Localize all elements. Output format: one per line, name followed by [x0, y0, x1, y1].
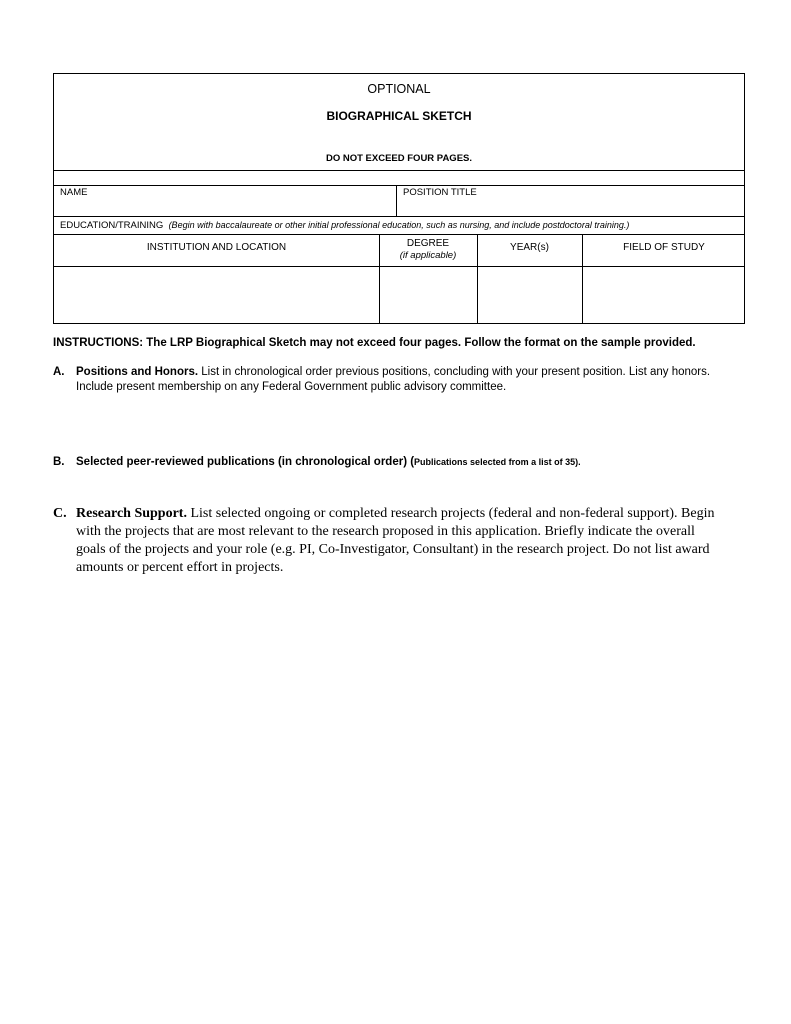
section-c	[53, 505, 723, 577]
section-a-body	[76, 365, 733, 395]
education-training-note: (Begin with baccalaureate or other initial professional education, such as nursing, and include postdoctoral training.)	[168, 220, 630, 230]
education-training-title: EDUCATION/TRAINING	[60, 220, 164, 231]
column-header-degree	[379, 238, 477, 261]
section-b	[53, 455, 733, 470]
divider	[396, 185, 397, 216]
column-header-label: YEAR(s)	[510, 242, 549, 253]
position-title-field[interactable]: POSITION TITLE	[403, 187, 477, 198]
section-c-body	[76, 505, 723, 577]
section-b-letter: B.	[53, 456, 65, 468]
education-training-label	[60, 220, 629, 231]
column-header-label: FIELD OF STUDY	[623, 242, 705, 253]
divider	[54, 234, 744, 235]
section-b-note: Publications selected from a list of 35).	[414, 457, 581, 467]
field-of-study-cell[interactable]	[583, 267, 745, 324]
section-a	[53, 365, 733, 395]
page-limit-notice: DO NOT EXCEED FOUR PAGES.	[325, 153, 473, 164]
biosketch-form-box	[53, 73, 745, 324]
form-title: BIOGRAPHICAL SKETCH	[326, 109, 472, 123]
section-a-title: Positions and Honors.	[76, 366, 199, 378]
section-b-title: Selected peer-reviewed publications (in chronological order) (	[76, 456, 415, 468]
column-header-years	[477, 242, 582, 253]
section-b-body	[76, 455, 733, 470]
institution-cell[interactable]	[54, 267, 379, 324]
column-header-institution	[54, 242, 379, 253]
section-c-title: Research Support.	[76, 506, 187, 521]
column-header-label: INSTITUTION AND LOCATION	[146, 242, 287, 253]
instructions-lead: INSTRUCTIONS: The LRP Biographical Sketch may not exceed four pages. Follow the format on the sample provided.	[53, 337, 696, 349]
divider	[54, 216, 744, 217]
section-a-letter: A.	[53, 366, 65, 378]
years-cell[interactable]	[478, 267, 582, 324]
divider	[54, 170, 744, 171]
column-header-label: DEGREE	[406, 238, 450, 249]
column-header-sublabel: (if applicable)	[399, 250, 457, 261]
section-c-text: List selected ongoing or completed research projects (federal and non-federal support). Begin with the projects that are most relevant to the research proposed in this application. Briefly indicate the overall goals of the projects and your role (e.g. PI, Co-Investigator, Consultant) in the research project. Do not list award amounts or percent effort in projects.	[76, 506, 715, 575]
name-field[interactable]: NAME	[60, 187, 88, 198]
section-c-letter: C.	[53, 506, 67, 521]
section-a-text: List in chronological order previous positions, concluding with your present position. List any honors. Include present membership on any Federal Government public advisory committee.	[76, 366, 711, 393]
degree-cell[interactable]	[380, 267, 477, 324]
divider	[54, 185, 744, 186]
column-header-field-of-study	[582, 242, 746, 253]
optional-label: OPTIONAL	[367, 82, 431, 96]
